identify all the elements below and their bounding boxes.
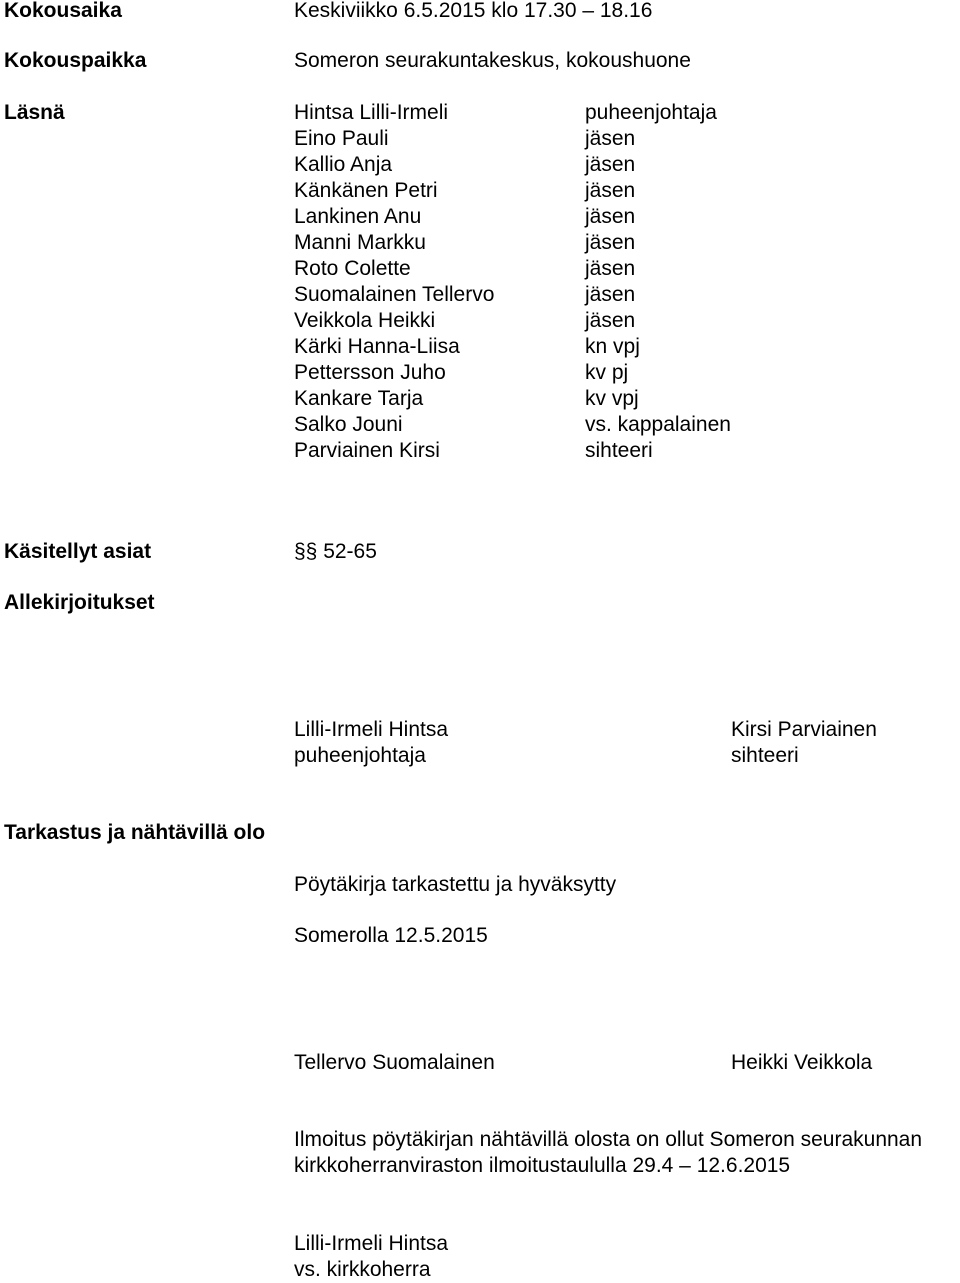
notice-line-1: Ilmoitus pöytäkirjan nähtävillä olosta on ollut Someron seurakunnan	[294, 1128, 923, 1151]
notice-line-2: kirkkoherranviraston ilmoitustaululla 29.4 – 12.6.2015	[294, 1154, 791, 1177]
meeting-time-value: Keskiviikko 6.5.2015 klo 17.30 – 18.16	[294, 0, 653, 22]
final-signature-role: vs. kirkkoherra	[294, 1258, 431, 1281]
attendee-row	[294, 204, 794, 230]
attendee-role: puheenjohtaja	[585, 101, 717, 124]
final-signature-name: Lilli-Irmeli Hintsa	[294, 1232, 449, 1255]
final-signature	[294, 1231, 448, 1283]
attendee-role: sihteeri	[585, 439, 653, 462]
attendee-name: Salko Jouni	[294, 413, 403, 436]
attendee-row	[294, 334, 794, 360]
attendees-label: Läsnä	[4, 101, 65, 124]
attendee-role: jäsen	[585, 179, 636, 202]
attendee-name: Kankare Tarja	[294, 387, 424, 410]
attendee-role: kv pj	[585, 361, 629, 384]
attendee-name: Manni Markku	[294, 231, 426, 254]
attendee-row	[294, 438, 794, 464]
attendee-name: Kärki Hanna-Liisa	[294, 335, 460, 358]
attendee-role: jäsen	[585, 257, 636, 280]
signatures-label: Allekirjoitukset	[4, 591, 155, 614]
signature-chair-name: Lilli-Irmeli Hintsa	[294, 718, 449, 741]
attendee-name: Kallio Anja	[294, 153, 393, 176]
attendee-row	[294, 308, 794, 334]
attendee-role: kv vpj	[585, 387, 639, 410]
attendee-role: jäsen	[585, 283, 636, 306]
attendee-name: Pettersson Juho	[294, 361, 446, 384]
attendee-row	[294, 152, 794, 178]
attendee-role: jäsen	[585, 231, 636, 254]
reviewer-right-name: Heikki Veikkola	[731, 1051, 873, 1074]
meeting-place-label: Kokouspaikka	[4, 49, 147, 72]
review-place-date: Somerolla 12.5.2015	[294, 924, 488, 947]
attendee-role: jäsen	[585, 153, 636, 176]
attendee-row	[294, 360, 794, 386]
attendee-name: Veikkola Heikki	[294, 309, 436, 332]
attendee-name: Suomalainen Tellervo	[294, 283, 495, 306]
signature-secretary-role: sihteeri	[731, 744, 799, 767]
attendee-row	[294, 178, 794, 204]
attendee-row	[294, 412, 794, 438]
attendee-row	[294, 230, 794, 256]
attendee-row	[294, 282, 794, 308]
attendee-role: vs. kappalainen	[585, 413, 731, 436]
meeting-place-value: Someron seurakuntakeskus, kokoushuone	[294, 49, 691, 72]
signature-chair	[294, 717, 448, 769]
reviewer-left-name: Tellervo Suomalainen	[294, 1051, 495, 1074]
attendee-name: Eino Pauli	[294, 127, 389, 150]
matters-label: Käsitellyt asiat	[4, 540, 152, 563]
attendee-role: kn vpj	[585, 335, 640, 358]
attendee-name: Parviainen Kirsi	[294, 439, 440, 462]
signature-chair-role: puheenjohtaja	[294, 744, 426, 767]
meeting-time-label: Kokousaika	[4, 0, 122, 22]
review-label: Tarkastus ja nähtävillä olo	[4, 821, 266, 844]
attendee-name: Roto Colette	[294, 257, 411, 280]
attendee-row	[294, 256, 794, 282]
matters-value: §§ 52-65	[294, 540, 377, 563]
signature-secretary	[731, 717, 877, 769]
attendee-name: Känkänen Petri	[294, 179, 438, 202]
attendee-name: Hintsa Lilli-Irmeli	[294, 101, 449, 124]
attendee-role: jäsen	[585, 127, 636, 150]
attendee-name: Lankinen Anu	[294, 205, 422, 228]
attendee-row	[294, 100, 794, 126]
signature-secretary-name: Kirsi Parviainen	[731, 718, 877, 741]
notice-text	[294, 1127, 922, 1179]
attendee-row	[294, 386, 794, 412]
attendee-role: jäsen	[585, 205, 636, 228]
attendee-row	[294, 126, 794, 152]
attendee-role: jäsen	[585, 309, 636, 332]
review-statement: Pöytäkirja tarkastettu ja hyväksytty	[294, 873, 617, 896]
